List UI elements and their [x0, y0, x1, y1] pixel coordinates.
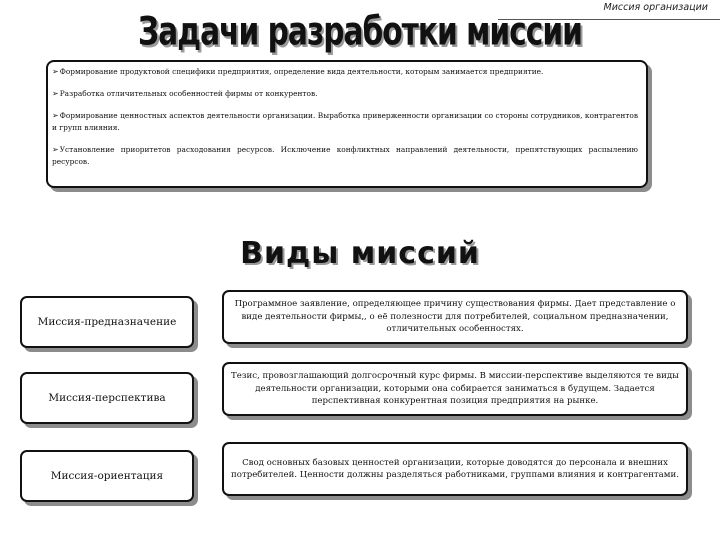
- task-item: [52, 66, 638, 78]
- arrow-bullet-icon: ➢: [52, 89, 59, 98]
- tasks-panel: [46, 60, 648, 188]
- arrow-bullet-icon: ➢: [52, 67, 59, 76]
- mission-type-orientation: Миссия-ориентация: [20, 450, 194, 502]
- task-text: Разработка отличительных особенностей фирмы от конкурентов.: [59, 89, 318, 98]
- task-text: Установление приоритетов расходования ресурсов. Исключение конфликтных направлений деятельности, препятствующих распылению ресурсов.: [52, 145, 638, 166]
- arrow-bullet-icon: ➢: [52, 145, 59, 154]
- section-label: Миссия организации: [603, 2, 708, 13]
- task-text: Формирование продуктовой специфики предприятия, определение вида деятельности, которым занимается предприятие.: [59, 67, 544, 76]
- tasks-title: Задачи разработки миссии: [138, 8, 582, 55]
- mission-type-perspective-description: Тезис, провозглашающий долгосрочный курс фирмы. В миссии-перспективе выделяются те виды деятельности организации, которыми она собирается заниматься в будущем. Задается перспективная конкурентная позиция предприятия на рынке.: [222, 362, 688, 416]
- task-item: [52, 144, 638, 168]
- task-item: [52, 88, 638, 100]
- mission-types-title: Виды миссий: [240, 236, 480, 271]
- mission-type-perspective: Миссия-перспектива: [20, 372, 194, 424]
- arrow-bullet-icon: ➢: [52, 111, 59, 120]
- task-item: [52, 110, 638, 134]
- mission-type-orientation-description: Свод основных базовых ценностей организации, которые доводятся до персонала и внешних потребителей. Ценности должны разделяться работниками, группами влияния и контрагентами.: [222, 442, 688, 496]
- task-text: Формирование ценностных аспектов деятельности организации. Выработка приверженности организации со стороны сотрудников, контрагентов и групп влияния.: [52, 111, 638, 132]
- mission-type-purpose: Миссия-предназначение: [20, 296, 194, 348]
- mission-type-purpose-description: Программное заявление, определяющее причину существования фирмы. Дает представление о виде деятельности фирмы,, о её полезности для потребителей, социальном предназначении, отличительных особенностях.: [222, 290, 688, 344]
